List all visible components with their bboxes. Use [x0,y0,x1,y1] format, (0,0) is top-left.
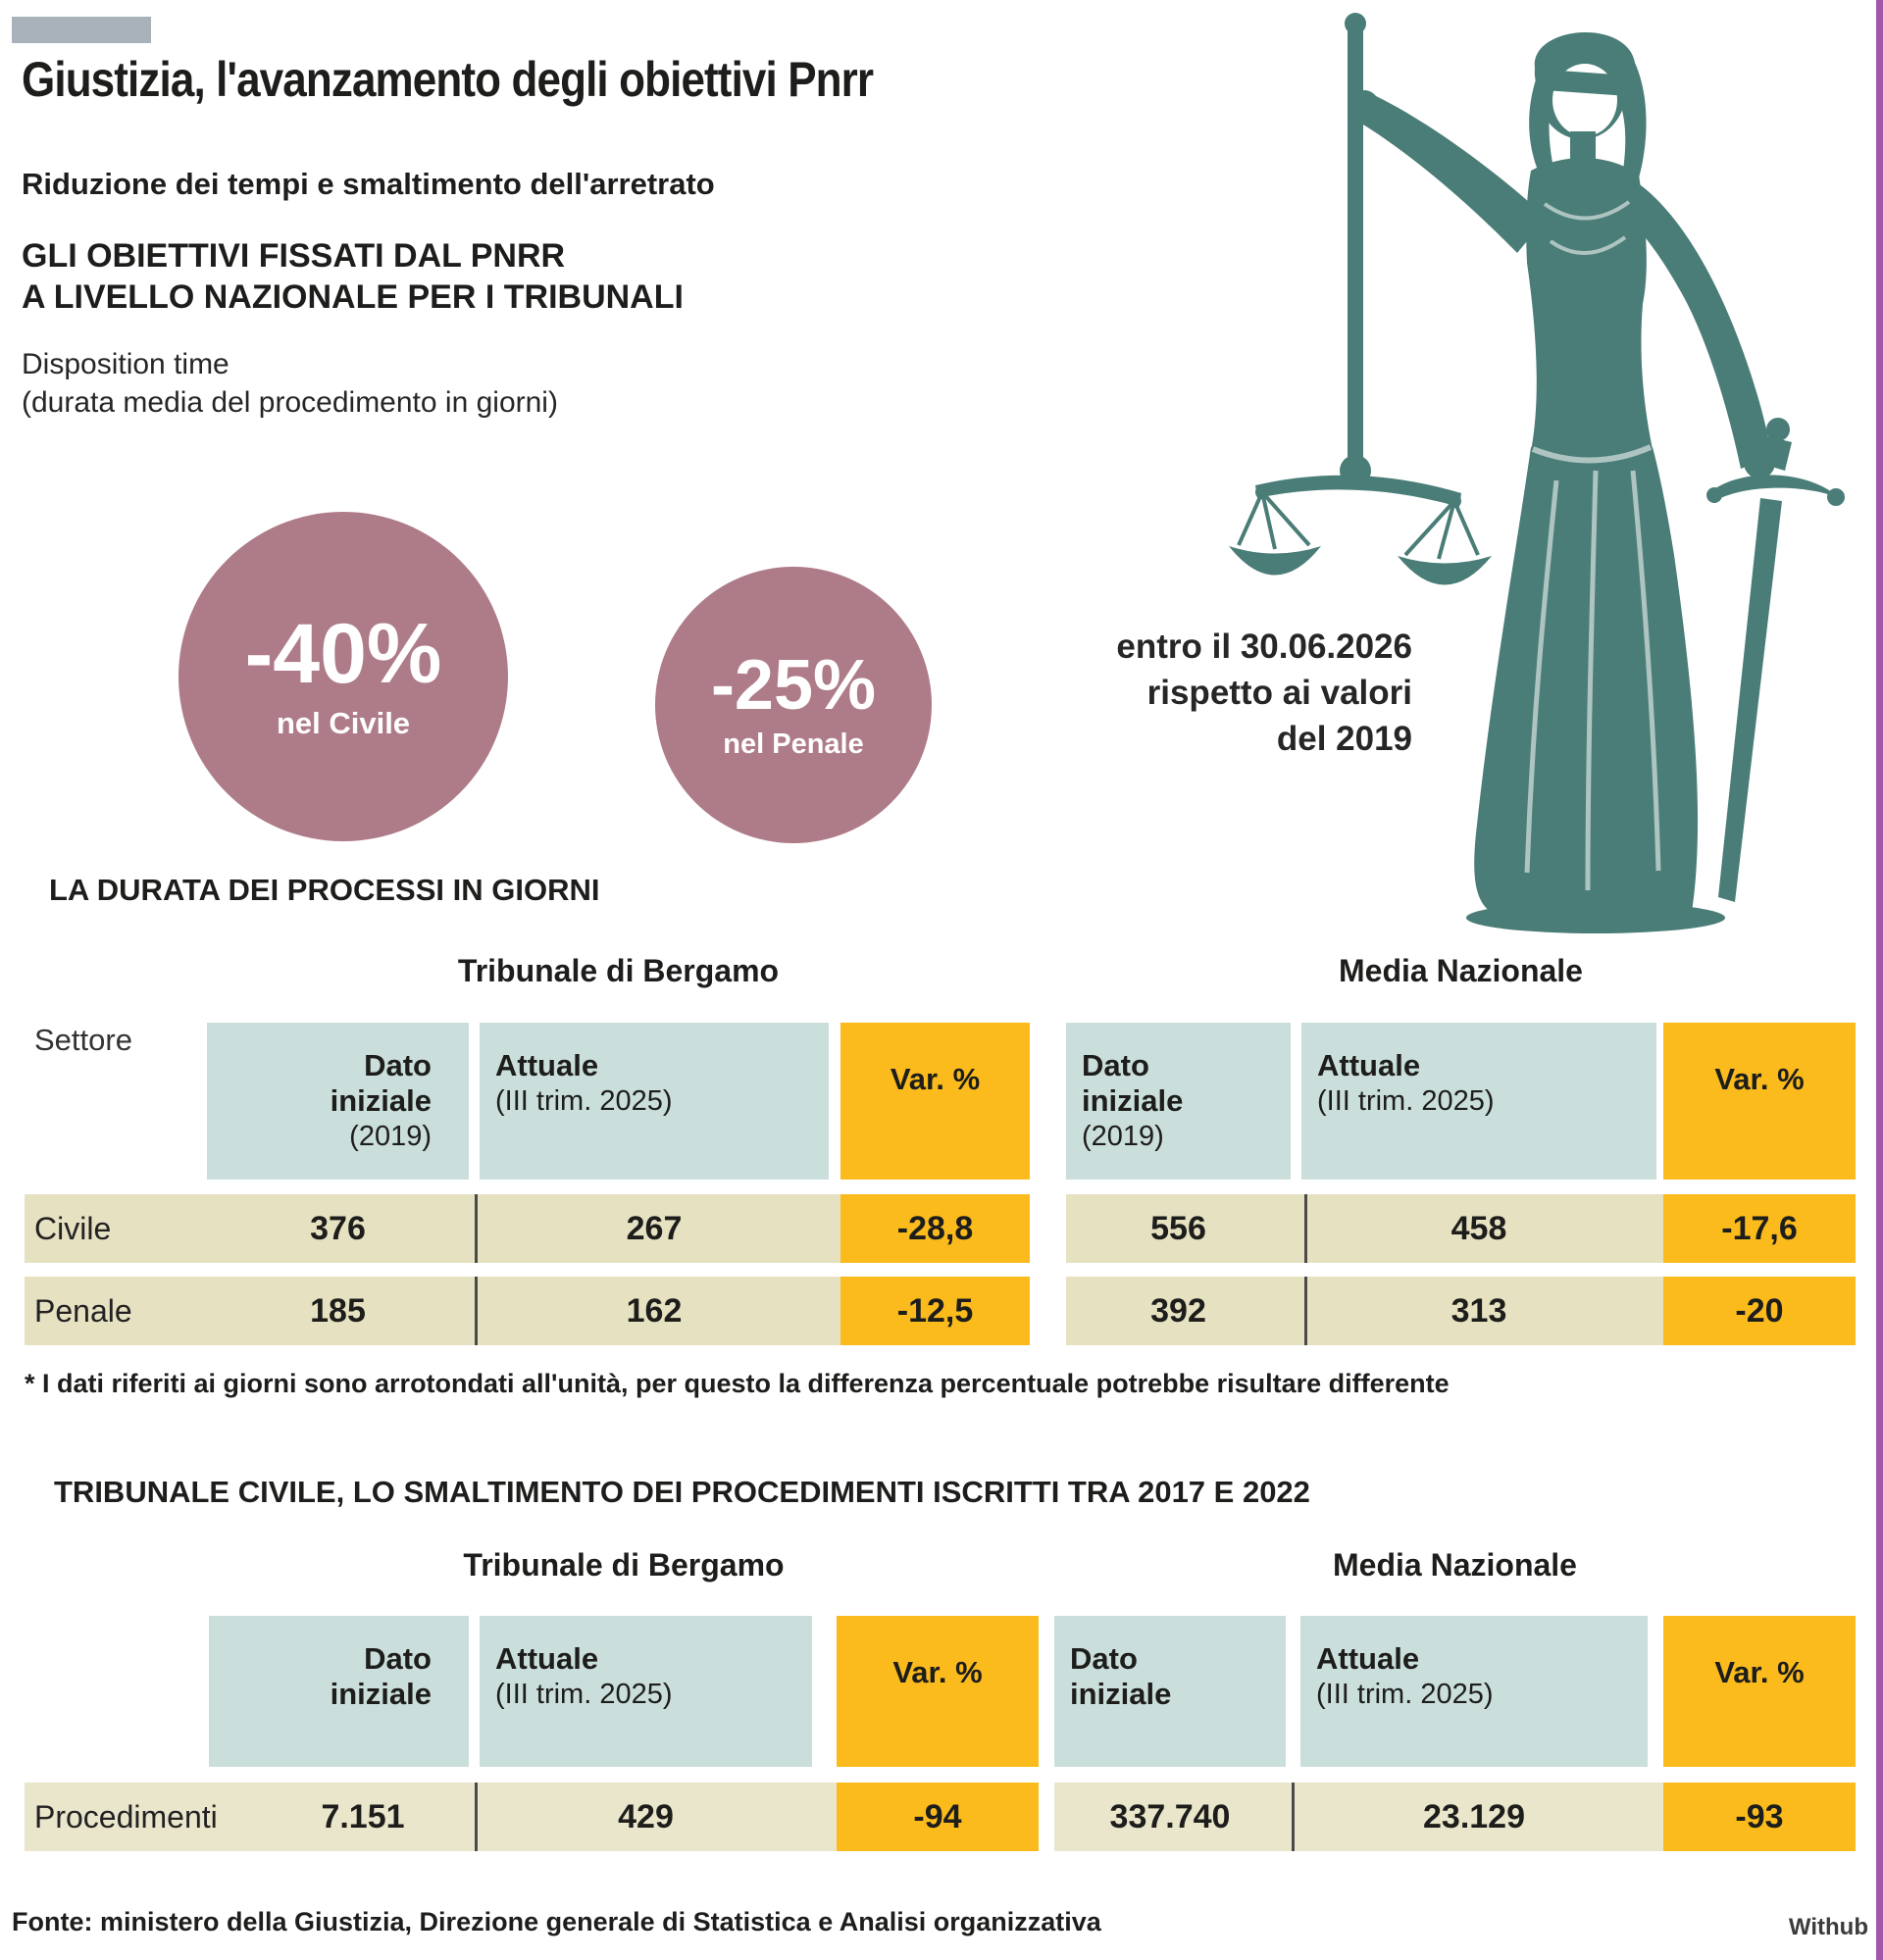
t2-col-var-bergamo-label: Var. % [892,1655,983,1689]
badge-penale-value: -25% [710,645,877,725]
procedimenti-bergamo-attuale: 429 [618,1798,674,1835]
t1-col-dato-nazionale [1066,1023,1291,1180]
badge-penale-label: nel Penale [723,728,864,760]
civile-nazionale-attuale: 458 [1450,1210,1507,1247]
t2-col-dato-nazionale [1054,1616,1286,1767]
penale-nazionale-dato: 392 [1150,1292,1206,1330]
t1-col-var-nazionale [1663,1023,1856,1180]
t2-col-var-nazionale-label: Var. % [1714,1655,1805,1689]
badge-penale [655,567,932,843]
procedimenti-bergamo-dato: 7.151 [321,1798,405,1835]
table-row-civile [0,1194,1883,1263]
disposition-time-note [22,345,558,422]
t1-col-dato-bergamo-sub: (2019) [349,1121,432,1152]
row-label-procedimenti: Procedimenti [34,1798,218,1834]
t2-col-attuale-bergamo-label: Attuale [495,1641,599,1676]
agency-credit: Withub [1788,1914,1868,1940]
t2-col-attuale-nazionale [1300,1616,1648,1767]
t1-col-attuale-nazionale [1301,1023,1656,1180]
objectives-kicker-line1: GLI OBIETTIVI FISSATI DAL PNRR [22,237,566,275]
t1-col-var-bergamo [840,1023,1030,1180]
disposition-line1: Disposition time [22,348,229,380]
penale-bergamo-attuale: 162 [626,1292,683,1330]
t1-group-nazionale: Media Nazionale [1339,953,1583,988]
t1-col-dato-nazionale-label: Dato iniziale [1082,1048,1184,1118]
civile-nazionale-dato: 556 [1150,1210,1206,1247]
t2-col-attuale-bergamo [480,1616,812,1767]
t1-col-attuale-bergamo-label: Attuale [495,1048,599,1082]
objectives-kicker [22,235,684,318]
procedimenti-bergamo-var: -94 [913,1798,962,1835]
civile-bergamo-dato: 376 [310,1210,366,1247]
badge-civile-label: nel Civile [276,706,411,740]
t2-col-dato-nazionale-label: Dato iniziale [1070,1641,1172,1711]
civile-bergamo-attuale: 267 [626,1210,683,1247]
t2-group-nazionale: Media Nazionale [1333,1547,1577,1583]
badge-civile-value: -40% [244,607,442,701]
badge-civile [178,512,508,841]
t1-col-dato-nazionale-sub: (2019) [1082,1121,1164,1152]
lady-justice-illustration [1221,8,1868,939]
procedimenti-nazionale-var: -93 [1735,1798,1784,1835]
deadline-line1: entro il 30.06.2026 [1116,628,1412,666]
t2-col-attuale-nazionale-label: Attuale [1316,1641,1420,1676]
penale-nazionale-attuale: 313 [1450,1292,1507,1330]
procedimenti-nazionale-dato: 337.740 [1109,1798,1231,1835]
t2-col-var-bergamo [837,1616,1039,1767]
t1-group-bergamo: Tribunale di Bergamo [457,953,780,988]
penale-bergamo-var: -12,5 [896,1292,974,1330]
penale-nazionale-var: -20 [1735,1292,1784,1330]
row-label-civile: Civile [34,1210,112,1246]
table-row-procedimenti [0,1783,1883,1851]
page-title: Giustizia, l'avanzamento degli obiettivi Pnrr [22,52,874,107]
t2-col-dato-bergamo-label: Dato iniziale [330,1641,432,1711]
t2-group-bergamo: Tribunale di Bergamo [463,1547,785,1583]
t1-row-header: Settore [34,1023,132,1057]
t1-col-attuale-nazionale-sub: (III trim. 2025) [1317,1085,1495,1117]
table-row-penale [0,1277,1883,1345]
t2-col-attuale-bergamo-sub: (III trim. 2025) [495,1679,673,1710]
objectives-kicker-line2: A LIVELLO NAZIONALE PER I TRIBUNALI [22,278,684,316]
t1-col-dato-bergamo-label: Dato iniziale [330,1048,432,1118]
row-label-penale: Penale [34,1292,132,1329]
civile-nazionale-var: -17,6 [1721,1210,1798,1247]
t2-col-dato-bergamo [209,1616,469,1767]
t1-col-dato-bergamo [207,1023,469,1180]
t1-col-attuale-nazionale-label: Attuale [1317,1048,1421,1082]
t1-col-attuale-bergamo [480,1023,829,1180]
table1-footnote: * I dati riferiti ai giorni sono arrotondati all'unità, per questo la differenza percentuale potrebbe risultare differente [25,1369,1450,1398]
t2-col-var-nazionale [1663,1616,1856,1767]
page-subtitle: Riduzione dei tempi e smaltimento dell'arretrato [22,167,715,201]
t1-col-var-bergamo-label: Var. % [890,1062,981,1096]
kicker-swatch [12,17,151,43]
section-title-durata: LA DURATA DEI PROCESSI IN GIORNI [49,873,600,907]
source-credit: Fonte: ministero della Giustizia, Direzione generale di Statistica e Analisi organizzativa [12,1907,1101,1936]
t1-col-var-nazionale-label: Var. % [1714,1062,1805,1096]
t1-col-attuale-bergamo-sub: (III trim. 2025) [495,1085,673,1117]
right-border-accent [1876,0,1883,1960]
disposition-line2: (durata media del procedimento in giorni) [22,386,558,419]
t2-col-attuale-nazionale-sub: (III trim. 2025) [1316,1679,1494,1710]
penale-bergamo-dato: 185 [310,1292,366,1330]
section-title-smaltimento: TRIBUNALE CIVILE, LO SMALTIMENTO DEI PROCEDIMENTI ISCRITTI TRA 2017 E 2022 [54,1475,1310,1509]
civile-bergamo-var: -28,8 [896,1210,974,1247]
deadline-line3: del 2019 [1276,720,1412,758]
deadline-line2: rispetto ai valori [1146,674,1412,712]
procedimenti-nazionale-attuale: 23.129 [1423,1798,1525,1835]
